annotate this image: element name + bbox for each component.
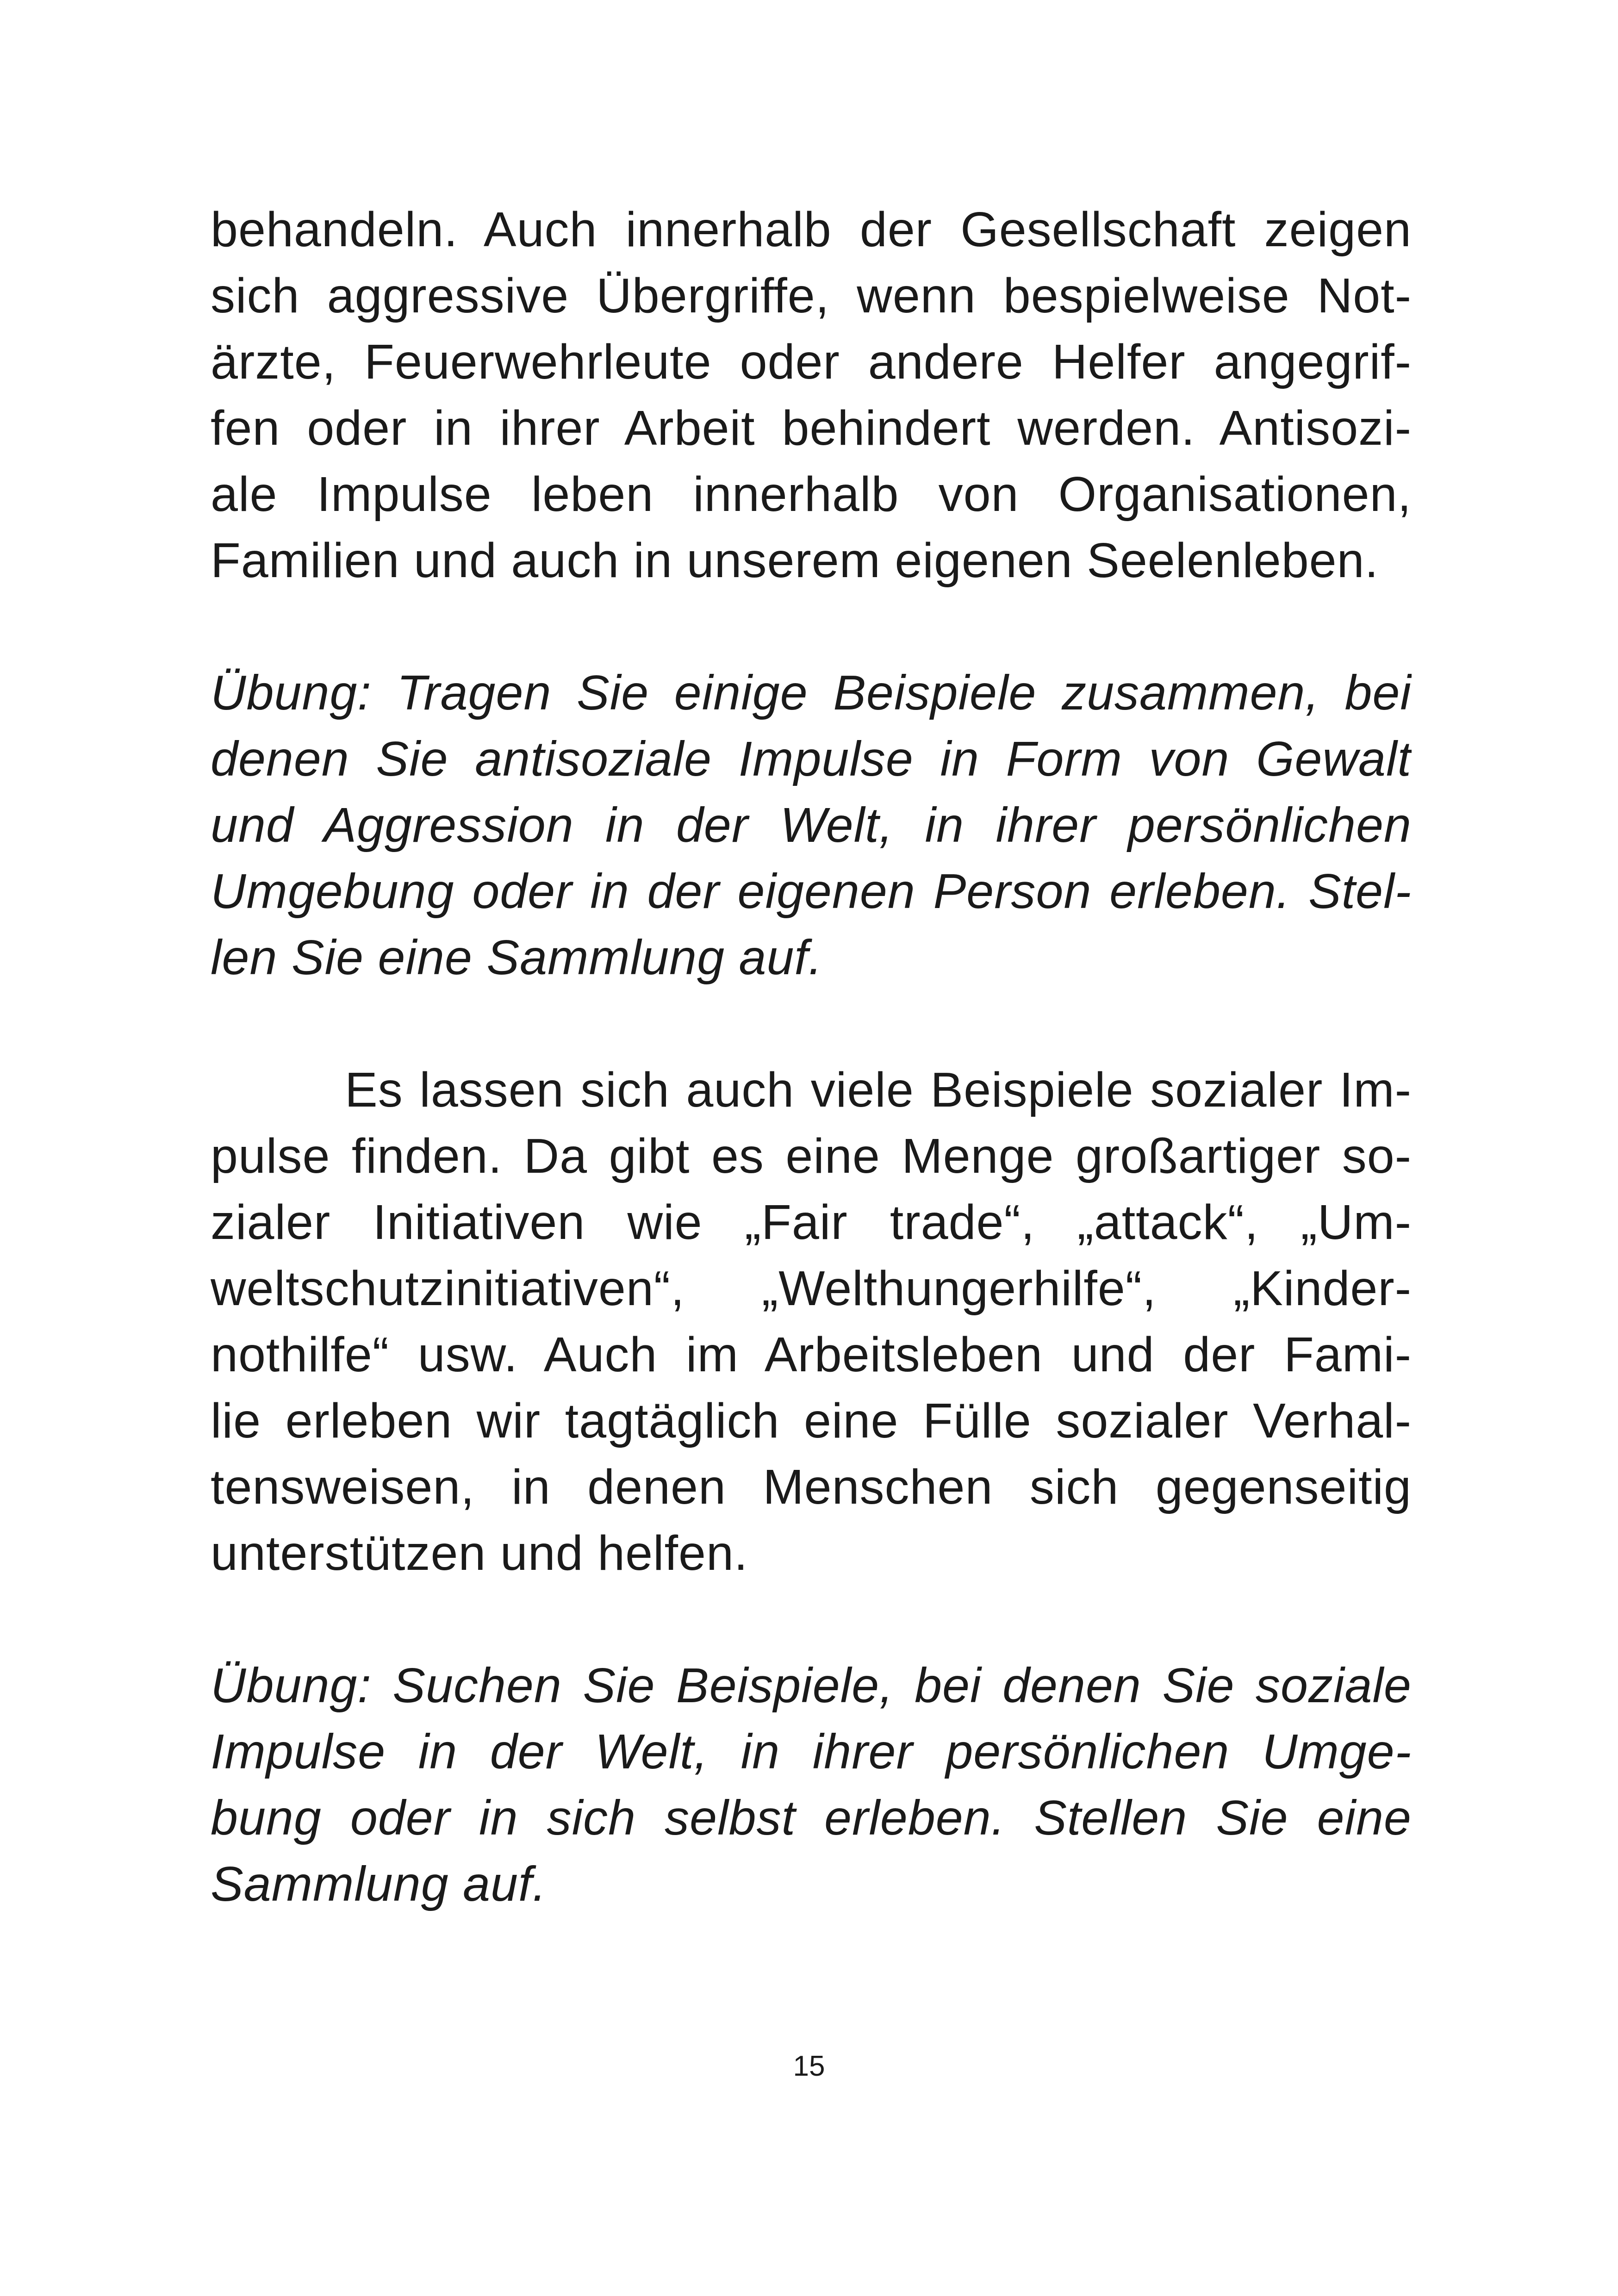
text-line: zialer Initiativen wie „Fair trade“, „attack“, „Um- xyxy=(211,1195,1412,1250)
exercise-2 xyxy=(211,1653,1412,1917)
text-line: fen oder in ihrer Arbeit behindert werden. Antisozi- xyxy=(211,401,1412,455)
text-line: Impulse in der Welt, in ihrer persönlichen Umge- xyxy=(211,1724,1412,1779)
paragraph-spacer xyxy=(211,1587,1412,1653)
text-line: nothilfe“ usw. Auch im Arbeitsleben und der Fami- xyxy=(211,1327,1412,1382)
text-line: Übung: Tragen Sie einige Beispiele zusammen, bei xyxy=(211,666,1412,720)
text-line: behandeln. Auch innerhalb der Gesellschaft zeigen xyxy=(211,202,1412,257)
text-line: Familien und auch in unserem eigenen Seelenleben. xyxy=(211,533,1379,588)
text-line: Umgebung oder in der eigenen Person erleben. Stel- xyxy=(211,864,1412,919)
text-line: sich aggressive Übergriffe, wenn bespielweise Not- xyxy=(211,268,1412,323)
text-line: Es lassen sich auch viele Beispiele sozialer Im- xyxy=(345,1063,1412,1117)
body-text xyxy=(211,197,1412,1917)
paragraph-spacer xyxy=(211,991,1412,1057)
text-line: bung oder in sich selbst erleben. Stellen Sie eine xyxy=(211,1791,1412,1845)
paragraph-2 xyxy=(211,1057,1412,1587)
text-line: denen Sie antisoziale Impulse in Form von Gewalt xyxy=(211,732,1412,786)
text-line: len Sie eine Sammlung auf. xyxy=(211,930,823,985)
text-line: pulse finden. Da gibt es eine Menge großartiger so- xyxy=(211,1129,1412,1183)
text-line: Übung: Suchen Sie Beispiele, bei denen Sie soziale xyxy=(211,1658,1412,1713)
paragraph-1 xyxy=(211,197,1412,594)
text-line: unterstützen und helfen. xyxy=(211,1526,748,1580)
text-line: weltschutzinitiativen“, „Welthungerhilfe“, „Kinder- xyxy=(211,1261,1412,1316)
exercise-1 xyxy=(211,660,1412,991)
text-line: und Aggression in der Welt, in ihrer persönlichen xyxy=(211,798,1412,852)
text-line: ale Impulse leben innerhalb von Organisationen, xyxy=(211,467,1412,522)
text-line: Sammlung auf. xyxy=(211,1857,547,1911)
text-line: ärzte, Feuerwehrleute oder andere Helfer angegrif- xyxy=(211,335,1412,389)
text-line: lie erleben wir tagtäglich eine Fülle sozialer Verhal- xyxy=(211,1394,1412,1448)
page-number: 15 xyxy=(793,2050,825,2082)
paragraph-spacer xyxy=(211,594,1412,660)
text-line: tensweisen, in denen Menschen sich gegenseitig xyxy=(211,1460,1412,1514)
